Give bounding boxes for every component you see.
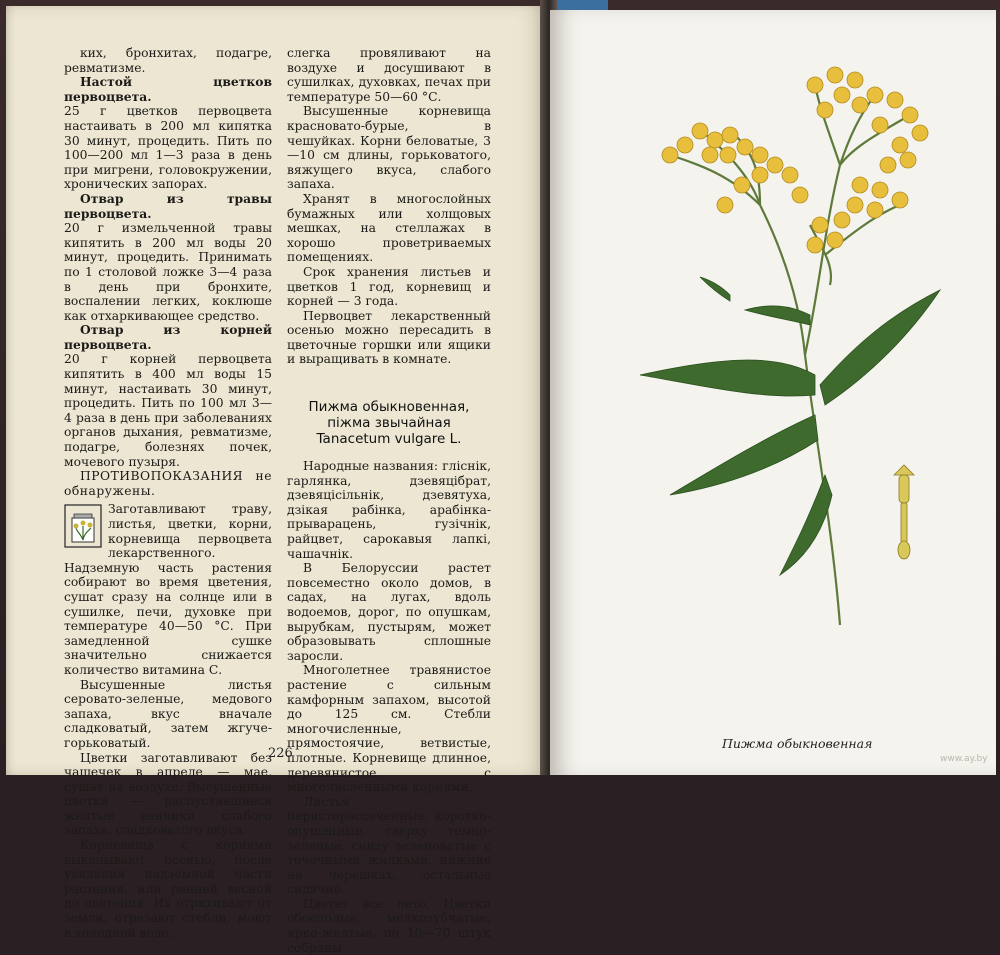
left-column bbox=[64, 46, 272, 940]
figure-caption: Пижма обыкновенная bbox=[722, 736, 873, 751]
paragraph: Народные названия: глiснiк, гарлянка, дзевяцiбрат, дзевяцiсiльнiк, дзевятуха, дзiкая рабiнка, арабiнка-прыварацень, гузiчнiк, райцвет, сарокавыя лапкi, чашачнiк. bbox=[287, 459, 491, 561]
paragraph: Первоцвет лекарственный осенью можно пересадить в цветочные горшки или ящики и выращивать в комнате. bbox=[287, 308, 491, 367]
plant-name-latin: Tanacetum vulgare L. bbox=[316, 431, 462, 448]
contraindications: ПРОТИВОПОКАЗАНИЯ не обнаружены. bbox=[64, 469, 272, 498]
paragraph: 25 г цветков первоцвета настаивать в 200 мл кипятка 30 минут, процедить. Пить по 100—200 мл 1—3 раза в день при мигрени, головокружении, хронических запорах. bbox=[64, 104, 272, 192]
harvest-paragraph: Заготавливают траву, листья, цветки, корни, корневища первоцвета лекарственного. Надземную часть растения собирают во время цветения, сушат сразу на солнце или в сушилке, печи, духовке при температуре 40—50 °С. При замедленной сушке значительно снижается количество витамина С. bbox=[64, 502, 272, 677]
harvest-jar-icon bbox=[64, 504, 102, 548]
paragraph: Высушенные корневища красновато-бурые, в чешуйках. Корни беловатые, 3—10 см длины, горьковатого, вяжущего вкуса, слабого запаха. bbox=[287, 104, 491, 192]
paragraph: 20 г корней первоцвета кипятить в 400 мл воды 15 минут, настаивать 30 минут, процедить. Пить по 100 мл 3—4 раза в день при заболеваниях органов дыхания, ревматизме, подагре, болезнях почек, мочевого пузыря. bbox=[64, 352, 272, 469]
paragraph: Цветки заготавливают без чашечек в апреле — мае, сушат на воздухе. Высушенные цветки — распустившиеся желтые венчики слабого запаха, сладковатого вкуса. bbox=[64, 750, 272, 838]
paragraph: Срок хранения листьев и цветков 1 год, корневищ и корней — 3 года. bbox=[287, 264, 491, 309]
paragraph: Высушенные листья серовато-зеленые, медового запаха, вкус вначале сладковатый, затем жгуче-горьковатый. bbox=[64, 677, 272, 750]
plant-name-russian: Пижма обыкновенная, bbox=[308, 399, 470, 416]
paragraph: слегка провяливают на воздухе и досушивают в сушилках, духовках, печах при температуре 50—60 °С. bbox=[287, 46, 491, 104]
page-number: 226 bbox=[268, 746, 293, 761]
paragraph: Цветет все лето. Цветки обоеполые, мелкозубчатые, ярко-желтые, по 10—70 штук собраны bbox=[287, 896, 491, 955]
right-column bbox=[287, 46, 491, 955]
plant-title bbox=[287, 399, 491, 447]
left-page bbox=[6, 6, 550, 955]
plant-name-belarusian: пiжма звычайная bbox=[327, 415, 451, 432]
paragraph: Корневища с корнями выкапывают осенью, после увядания надземной части растения, или ранней весной до цветения. Их отряхивают от земли, отрезают стебли, моют в холодной воде, bbox=[64, 838, 272, 940]
paragraph: 20 г измельченной травы кипятить в 200 мл воды 20 минут, процедить. Принимать по 1 столовой ложке 3—4 раза в день при бронхите, воспалении легких, коклюше как отхаркивающее средство. bbox=[64, 221, 272, 323]
tansy-illustration bbox=[610, 55, 960, 635]
paragraph: Многолетнее травянистое растение с сильным камфорным запахом, высотой до 125 см. Стебли многочисленные, прямостоячие, ветвистые, плотные. Корневище длинное, деревянистое, с многочисленными корнями. bbox=[287, 663, 491, 795]
recipe-heading: Настой цветков первоцвета. bbox=[64, 74, 272, 104]
paragraph: ких, бронхитах, подагре, ревматизме. bbox=[64, 46, 272, 75]
recipe-heading: Отвар из корней первоцвета. bbox=[64, 322, 272, 352]
recipe-heading: Отвар из травы первоцвета. bbox=[64, 190, 272, 221]
watermark: www.ay.by bbox=[940, 754, 988, 764]
paragraph: Листья перисторассеченные, короткоопушенные, сверху темно-зеленые, снизу зеленоватые с точечными жилками, нижние на черешках, остальные сидячие. bbox=[287, 794, 491, 897]
paragraph: В Белоруссии растет повсеместно около домов, в садах, на лугах, вдоль водоемов, дорог, по опушкам, вырубкам, пустырям, может образовывать сплошные заросли. bbox=[287, 561, 491, 663]
paragraph: Хранят в многослойных бумажных или холщовых мешках, на стеллажах в хорошо проветриваемых помещениях. bbox=[287, 191, 491, 265]
